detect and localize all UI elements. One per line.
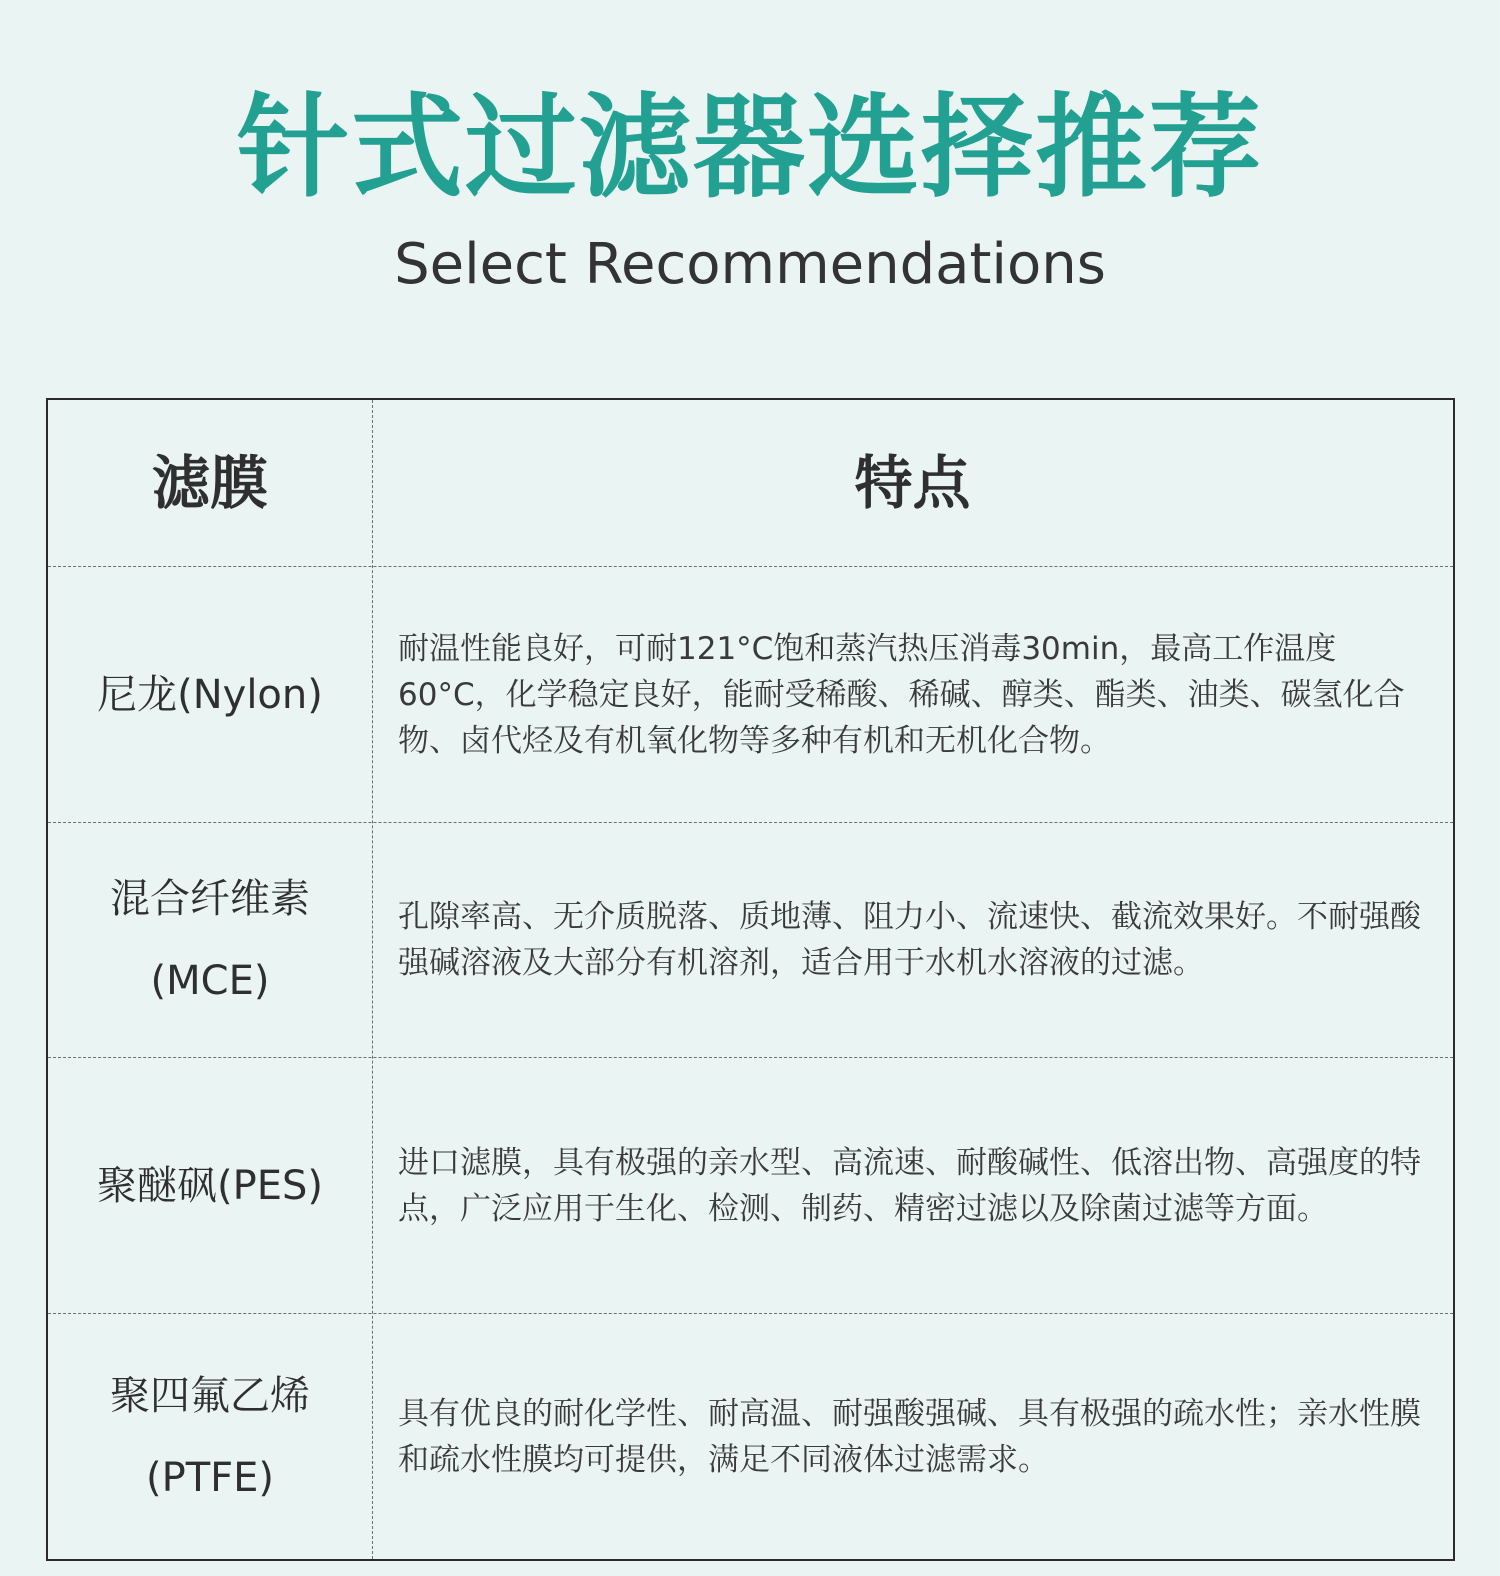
membrane-name-line: (MCE)	[150, 958, 270, 1004]
page-title: 针式过滤器选择推荐	[237, 83, 1263, 213]
header-membrane: 滤膜	[151, 449, 268, 517]
membrane-name	[48, 1058, 372, 1313]
page-subtitle: Select Recommendations	[394, 232, 1106, 297]
table-row	[48, 823, 1453, 1057]
table-row	[48, 567, 1453, 822]
membrane-name-line: 聚醚砜(PES)	[97, 1162, 323, 1209]
membrane-description: 孔隙率高、无介质脱落、质地薄、阻力小、流速快、截流效果好。不耐强酸强碱溶液及大部分有机溶剂，适合用于水机水溶液的过滤。	[398, 899, 1421, 981]
membrane-name-line: (PTFE)	[145, 1454, 275, 1501]
membrane-description: 具有优良的耐化学性、耐高温、耐强酸强碱、具有极强的疏水性；亲水性膜和疏水性膜均可提供，满足不同液体过滤需求。	[398, 1395, 1421, 1478]
membrane-name-line: 尼龙(Nylon)	[97, 671, 323, 718]
membrane-name-line: 聚四氟乙烯	[110, 1372, 310, 1419]
table-row	[48, 1058, 1453, 1313]
table-row	[48, 1314, 1453, 1559]
membrane-name	[48, 823, 372, 1057]
membrane-name	[48, 567, 372, 822]
membrane-name	[48, 1314, 372, 1559]
membrane-name-line: 混合纤维素	[110, 876, 310, 922]
table-header-row	[48, 400, 1453, 566]
membrane-description: 进口滤膜，具有极强的亲水型、高流速、耐酸碱性、低溶出物、高强度的特点，广泛应用于生化、检测、制药、精密过滤以及除菌过滤等方面。	[398, 1144, 1421, 1227]
membrane-description: 耐温性能良好，可耐121°C饱和蒸汽热压消毒30min，最高工作温度60°C，化学稳定良好，能耐受稀酸、稀碱、醇类、酯类、油类、碳氢化合物、卤代烃及有机氧化物等多种有机和无机化合物。	[398, 630, 1405, 759]
filter-recommendation-table	[46, 398, 1455, 1561]
header-features: 特点	[854, 449, 971, 517]
